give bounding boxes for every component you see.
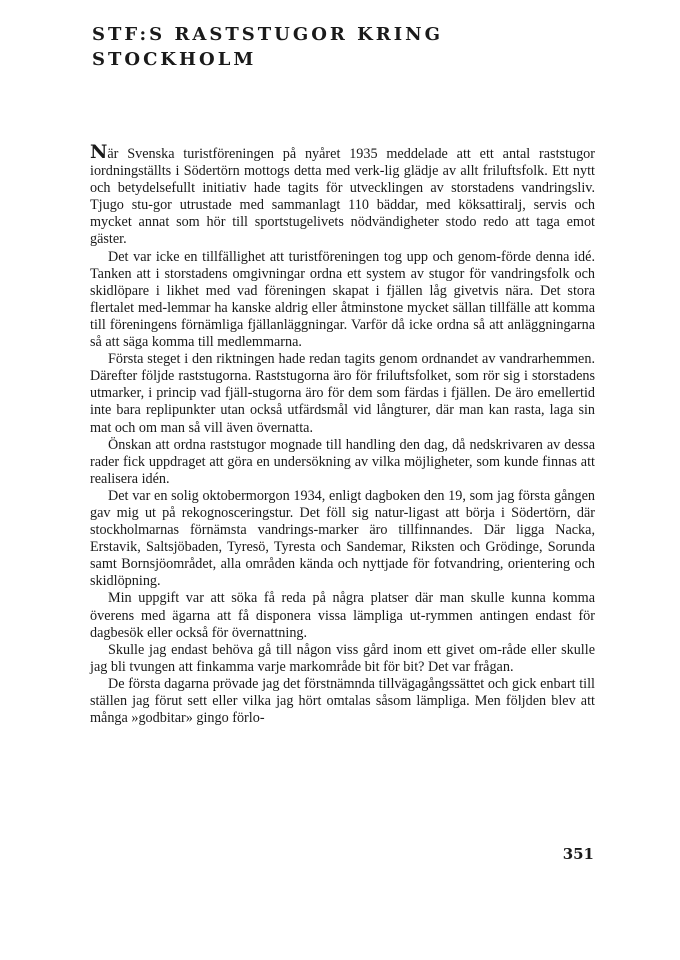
drop-cap: N [90, 141, 108, 163]
paragraph-text: är Svenska turistföreningen på nyåret 1935 meddelade att ett antal raststugor iordningställts i Södertörn mottogs detta med verk-lig glädje av allt friluftsfolk. Ett nytt och betydelsefullt initiativ hade tagits för utvecklingen av storstadens vandringsliv. Tjugo stu-gor utrustade med sammanlagt 110 bäddar, med köksattiralj, servis och mycket annat som hör till sportstugelivets nödvändigheter stodo redo att taga emot gäster. [90, 146, 595, 248]
article-body [90, 141, 595, 727]
article-title-line-2: STOCKHOLM [92, 49, 257, 70]
article-title-line-1: STF:S RASTSTUGOR KRING [92, 24, 443, 45]
paragraph [90, 141, 595, 249]
paragraph: Önskan att ordna raststugor mognade till handling den dag, då nedskrivaren av dessa rader fick uppdraget att göra en undersökning av vilka möjligheter, som kunde finnas att realisera idén. [90, 436, 595, 487]
paragraph: Det var icke en tillfällighet att turistföreningen tog upp och genom-förde denna idé. Tanken att i storstadens omgivningar ordna ett system av stugor för vandringsfolk och skidlöpare i likhet med vad föreningen skapat i fjällen låg givetvis nära. Det stora flertalet med-lemmar ha kanske aldrig eller åtminstone mycket sällan tillfälle att komma till föreningens förnämliga fjällanläggningar. Varför då icke ordna så att anläggningarna så att säga komma till medlemmarna. [90, 248, 595, 351]
article-title [92, 22, 612, 72]
paragraph: Skulle jag endast behöva gå till någon viss gård inom ett givet om-råde eller skulle jag bli tvungen att finkamma varje markområde bit för bit? Det var frågan. [90, 641, 595, 675]
page-number: 351 [562, 845, 594, 863]
paragraph: Min uppgift var att söka få reda på några platser där man skulle kunna komma överens med ägarna att få disponera vissa lämpliga ut-rymmen antingen endast för dagbesök eller också för övernattning. [90, 590, 595, 641]
paragraph: De första dagarna prövade jag det förstnämnda tillvägagångssättet och gick enbart till ställen jag förut sett eller vilka jag hört omtalas såsom lämpliga. Men följden blev att många »godbitar» gingo förlo- [90, 675, 595, 727]
paragraph: Det var en solig oktobermorgon 1934, enligt dagboken den 19, som jag första gången gav mig ut på rekognosceringstur. Det föll sig natur-ligast att börja i Södertörn, där stockholmarnas förnämsta vandrings-marker äro tillfinnandes. Där ligga Nacka, Erstavik, Saltsjöbaden, Tyresö, Tyresta och Sandemar, Riksten och Grödinge, Sorunda samt Bornsjöområdet, alla områden kända och nyttjade för fotvandring, orientering och skidlöpning. [90, 487, 595, 590]
paragraph: Första steget i den riktningen hade redan tagits genom ordnandet av vandrarhemmen. Därefter följde raststugorna. Raststugorna äro för friluftsfolket, som rör sig i storstadens utmarker, i princip vad fjäll-stugorna äro för dem som färdas i fjällen. De äro emellertid inte bara replipunkter utan också utfärdsmål vid långturer, där man kan rasta, laga sin mat och om man så vill även övernatta. [90, 351, 595, 436]
